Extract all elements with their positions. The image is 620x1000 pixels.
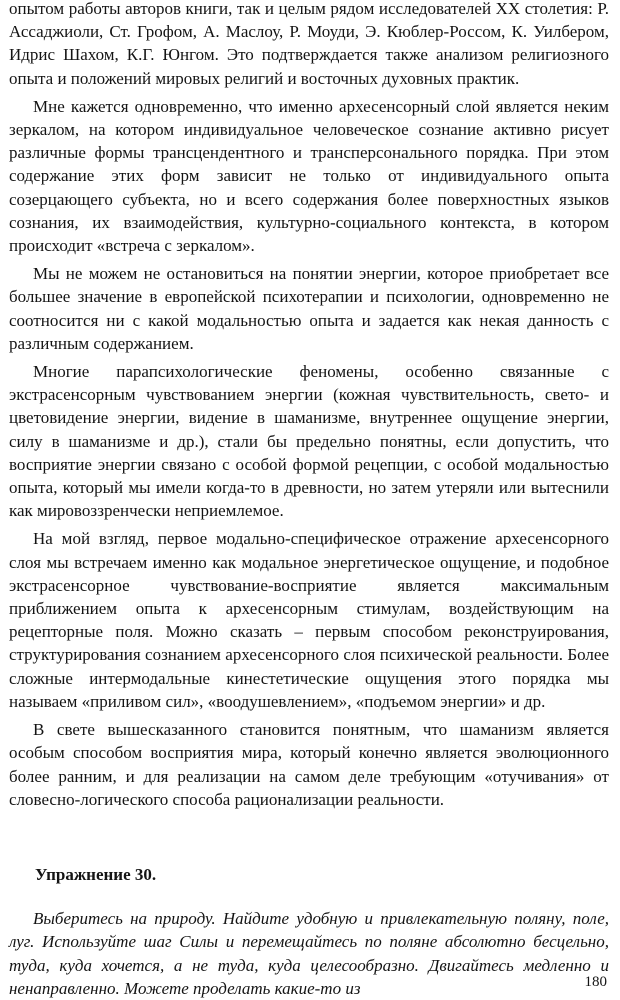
body-text — [9, 0, 609, 811]
exercise-text: Выберитесь на природу. Найдите удобную и привлекательную поляну, поле, луг. Используйте шаг Силы и перемещайтесь по поляне абсолютно бесцельно, туда, куда хочется, а не туда, куда целесообразно. Двигайтесь медленно и ненаправленно. Можете проделать какие-то из — [9, 909, 609, 998]
paragraph-5: На мой взгляд, первое модально-специфическое отражение архесенсорного слоя мы встречаем именно как модальное энергетическое ощущение, и подобное экстрасенсорное чувствование-восприятие является максимальным приближением опыта к архесенсорным стимулам, воздействующим на рецепторные поля. Можно сказать – первым способом реконструирования, структурирования сознанием архесенсорного слоя психической реальности. Более сложные интермодальные кинестетические ощущения этого порядка мы называем «приливом сил», «воодушевлением», «подъемом энергии» и др. — [9, 529, 609, 711]
paragraph-6: В свете вышесказанного становится понятным, что шаманизм является особым способом восприятия мира, который конечно является эволюционного более ранним, и для реализации на самом деле требующим «отучивания» от словесно-логического способа рационализации реальности. — [9, 720, 609, 809]
paragraph-1: опытом работы авторов книги, так и целым рядом исследователей XX столетия: Р. Ассаджиоли, Ст. Грофом, А. Маслоу, Р. Моуди, Э. Кюблер-Россом, К. Уилбером, Идрис Шахом, К.Г. Юнгом. Это подтверждается также анализом религиозного опыта и положений мировых религий и восточных духовных практик. — [9, 0, 609, 88]
paragraph-4: Многие парапсихологические феномены, особенно связанные с экстрасенсорным чувствованием энергии (кожная чувствительность, свето- и цветовидение энергии, видение в шаманизме, внутреннее ощущение энергии, силу в шаманизме и др.), стали бы предельно понятны, если допустить, что восприятие энергии связано с особой формой рецепции, с особой модальностью опыта, который мы имели когда-то в древности, но затем утеряли или вытеснили как мировоззренчески неприемлемое. — [9, 362, 609, 521]
paragraph-2: Мне кажется одновременно, что именно архесенсорный слой является неким зеркалом, на котором индивидуальное человеческое сознание активно рисует различные формы трансцендентного и трансперсонального порядка. При этом содержание этих форм зависит не только от индивидуального опыта созерцающего субъекта, но и всего содержания более поверхностных языков сознания, их взаимодействия, культурно-социального контекста, в котором происходит «встреча с зеркалом». — [9, 96, 609, 256]
page-number: 180 — [584, 974, 607, 990]
paragraph-3: Мы не можем не остановиться на понятии энергии, которое приобретает все большее значение в европейской психотерапии и психологии, одновременно не соотносится ни с какой модальностью опыта и задается как некая данность с различным содержанием. — [9, 264, 609, 353]
exercise-heading: Упражнение 30. — [35, 864, 157, 884]
